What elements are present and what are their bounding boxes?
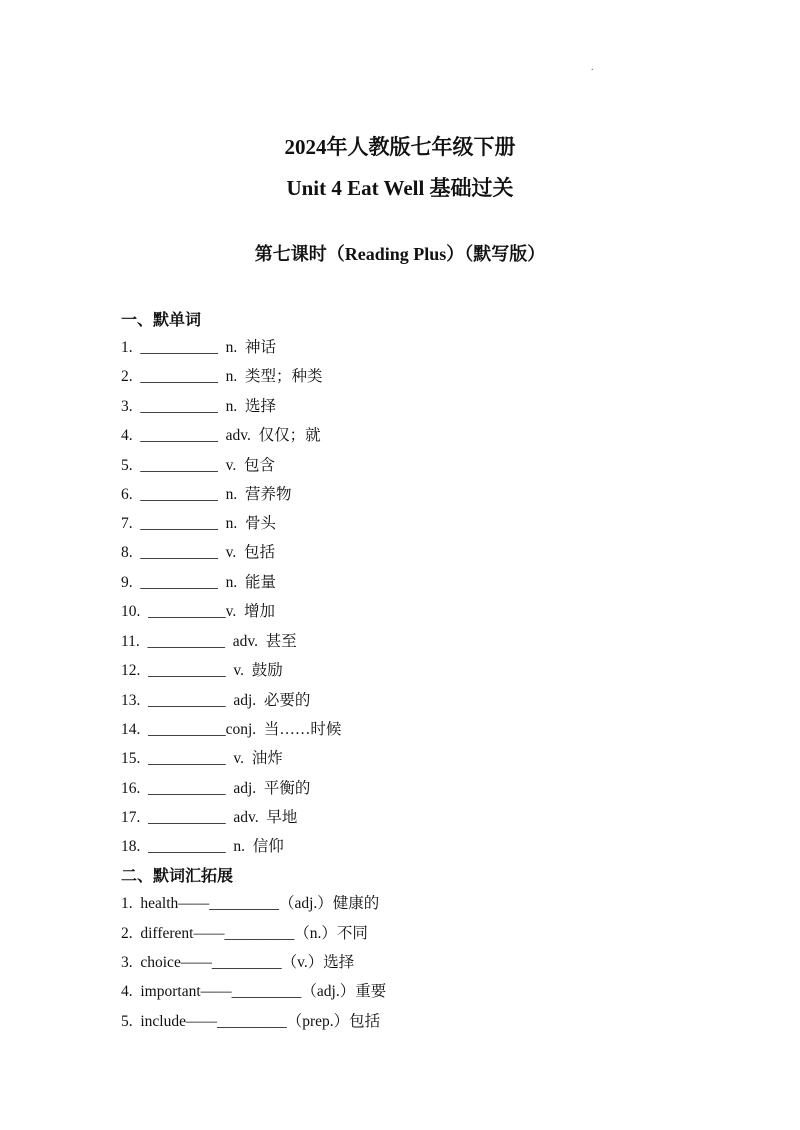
word-item: 8. __________ v. 包括 — [121, 544, 275, 561]
section-heading-words: 一、默单词 — [121, 312, 202, 329]
word-item: 6. __________ n. 营养物 — [121, 486, 292, 503]
vocab-item: 3. choice——_________（v.）选择 — [121, 954, 355, 971]
word-item: 10. __________v. 增加 — [121, 603, 275, 620]
vocab-item: 4. important——_________（adj.）重要 — [121, 983, 387, 1000]
vocab-item: 2. different——_________（n.）不同 — [121, 925, 368, 942]
section-heading-vocab-extension: 二、默词汇拓展 — [121, 868, 234, 885]
word-item: 12. __________ v. 鼓励 — [121, 662, 283, 679]
word-item: 18. __________ n. 信仰 — [121, 838, 284, 855]
word-item: 11. __________ adv. 甚至 — [121, 633, 297, 650]
word-item: 16. __________ adj. 平衡的 — [121, 780, 311, 797]
word-item: 5. __________ v. 包含 — [121, 457, 275, 474]
word-item: 3. __________ n. 选择 — [121, 398, 277, 415]
unit-title: Unit 4 Eat Well 基础过关 — [286, 176, 514, 200]
vocab-item: 1. health——_________（adj.）健康的 — [121, 895, 380, 912]
word-item: 13. __________ adj. 必要的 — [121, 692, 311, 709]
word-item: 9. __________ n. 能量 — [121, 574, 277, 591]
corner-dot-mark: . — [591, 62, 594, 73]
word-item: 2. __________ n. 类型；种类 — [121, 368, 323, 385]
lesson-subtitle: 第七课时（Reading Plus）（默写版） — [254, 244, 546, 264]
document-title: 2024年人教版七年级下册 — [284, 135, 516, 159]
word-item: 4. __________ adv. 仅仅；就 — [121, 427, 321, 444]
word-item: 7. __________ n. 骨头 — [121, 515, 277, 532]
word-item: 15. __________ v. 油炸 — [121, 750, 283, 767]
vocab-item: 5. include——_________（prep.）包括 — [121, 1013, 381, 1030]
word-item: 14. __________conj. 当……时候 — [121, 721, 342, 738]
word-item: 1. __________ n. 神话 — [121, 339, 277, 356]
word-item: 17. __________ adv. 早地 — [121, 809, 298, 826]
